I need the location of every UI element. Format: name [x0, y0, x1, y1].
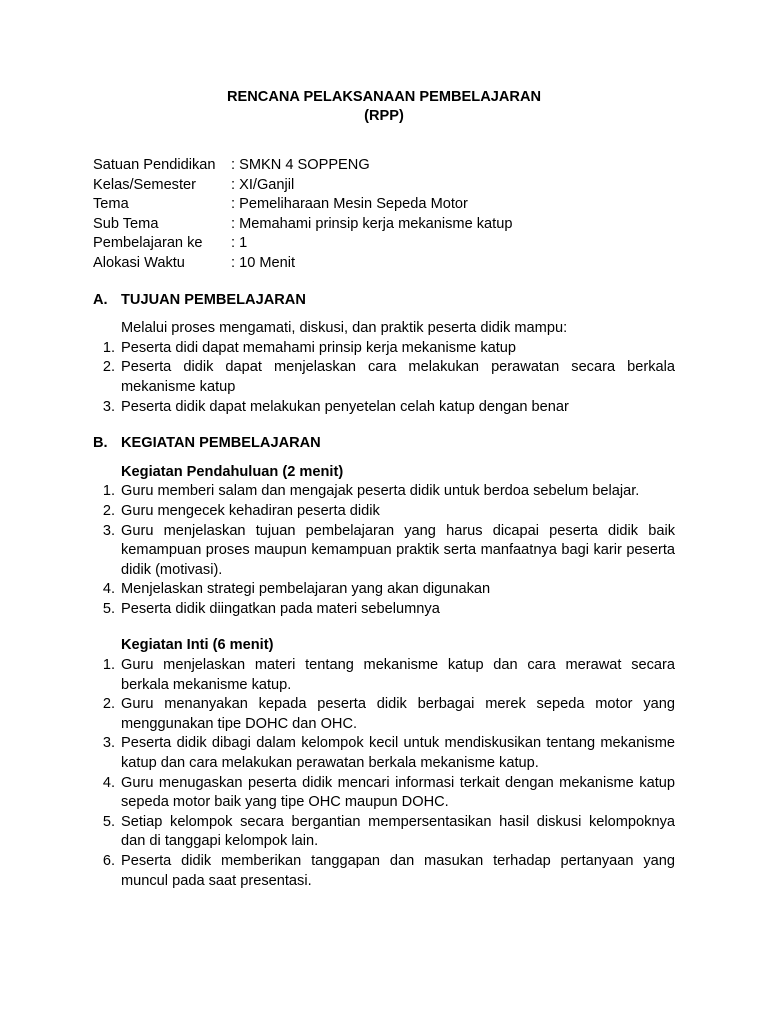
identity-row	[93, 156, 675, 176]
section-body	[102, 319, 675, 417]
list-text: Guru menanyakan kepada peserta didik berbagai merek sepeda motor yang menggunakan tipe DOHC dan OHC.	[121, 696, 675, 732]
section-letter: A.	[93, 291, 108, 308]
section-title: TUJUAN PEMBELAJARAN	[121, 291, 306, 308]
list-number: 3.	[102, 735, 115, 752]
list-number: 2.	[102, 359, 115, 376]
section-letter: B.	[93, 435, 108, 452]
list-item	[93, 580, 675, 600]
list-number: 3.	[102, 522, 115, 539]
list-text: Peserta didik dapat melakukan penyetelan celah katup dengan benar	[121, 398, 569, 415]
list-number: 1.	[102, 657, 115, 674]
list-item	[93, 522, 675, 581]
list-item	[93, 813, 675, 852]
identity-value: : Pemeliharaan Mesin Sepeda Motor	[231, 196, 468, 213]
list-number: 3.	[102, 398, 115, 415]
list-text: Setiap kelompok secara bergantian mempersentasikan hasil diskusi kelompoknya dan di tanggapi kelompok lain.	[121, 813, 675, 850]
identity-value: : Memahami prinsip kerja mekanisme katup	[231, 215, 513, 232]
list-item	[93, 695, 675, 734]
identity-row	[93, 195, 675, 215]
identity-label: Kelas/Semester	[93, 176, 197, 193]
list-text: Peserta didi dapat memahami prinsip kerja mekanisme katup	[121, 339, 517, 356]
identity-label: Tema	[93, 196, 129, 213]
title-line-2: (RPP)	[364, 108, 404, 124]
list-item	[93, 656, 675, 695]
identity-value: : XI/Ganjil	[231, 176, 295, 193]
list-item	[93, 398, 675, 418]
list-number: 6.	[102, 853, 115, 869]
inti-list	[102, 656, 675, 891]
identity-table	[93, 156, 675, 274]
list-text: Peserta didik memberikan tanggapan dan masukan terhadap pertanyaan yang muncul pada saat presentasi.	[121, 853, 675, 889]
identity-label: Sub Tema	[93, 215, 159, 232]
identity-row	[93, 234, 675, 254]
identity-label: Satuan Pendidikan	[93, 157, 216, 173]
list-item	[93, 734, 675, 773]
list-text: Guru memberi salam dan mengajak peserta didik untuk berdoa sebelum belajar.	[121, 483, 640, 500]
list-number: 5.	[102, 813, 115, 830]
section-intro: Melalui proses mengamati, diskusi, dan praktik peserta didik mampu:	[121, 320, 568, 337]
section-tujuan	[93, 291, 675, 418]
list-number: 2.	[102, 502, 115, 519]
list-text: Peserta didik dibagi dalam kelompok kecil untuk mendiskusikan tentang mekanisme katup dan cara melakukan perawatan berkala mekanisme katup.	[121, 735, 675, 772]
section-heading	[93, 291, 675, 311]
identity-value: : SMKN 4 SOPPENG	[231, 157, 370, 173]
list-text: Peserta didik dapat menjelaskan cara melakukan perawatan secara berkala mekanisme katup	[121, 359, 675, 395]
list-number: 4.	[102, 774, 115, 791]
list-item	[93, 774, 675, 813]
identity-row	[93, 254, 675, 274]
list-number: 2.	[102, 696, 115, 713]
identity-label: Pembelajaran ke	[93, 235, 203, 252]
section-heading	[93, 434, 675, 454]
identity-label: Alokasi Waktu	[93, 254, 185, 271]
list-number: 4.	[102, 581, 115, 598]
subheading-pendahuluan: Kegiatan Pendahuluan (2 menit)	[121, 463, 344, 480]
list-number: 1.	[102, 483, 115, 500]
list-text: Guru menugaskan peserta didik mencari informasi terkait dengan mekanisme katup sepeda motor baik yang tipe OHC maupun DOHC.	[121, 774, 675, 811]
list-number: 5.	[102, 600, 115, 617]
list-item	[93, 482, 675, 502]
pendahuluan-list	[102, 482, 675, 619]
list-text: Guru mengecek kehadiran peserta didik	[121, 502, 380, 519]
identity-row	[93, 215, 675, 235]
list-item	[93, 502, 675, 522]
identity-row	[93, 176, 675, 196]
list-item	[93, 358, 675, 397]
list-text: Guru menjelaskan materi tentang mekanisme katup dan cara merawat secara berkala mekanisme katup.	[121, 657, 675, 693]
section-kegiatan	[93, 434, 675, 891]
list-text: Peserta didik diingatkan pada materi sebelumnya	[121, 600, 440, 617]
section-title: KEGIATAN PEMBELAJARAN	[121, 435, 321, 452]
list-item	[93, 852, 675, 891]
identity-value: : 10 Menit	[231, 254, 296, 271]
identity-value: : 1	[231, 235, 248, 252]
section-body	[102, 463, 675, 891]
list-item	[93, 339, 675, 359]
title-line-1: RENCANA PELAKSANAAN PEMBELAJARAN	[226, 89, 542, 105]
subheading-inti: Kegiatan Inti (6 menit)	[121, 637, 274, 654]
document-title	[93, 88, 675, 126]
tujuan-list	[102, 339, 675, 417]
list-number: 1.	[102, 339, 115, 356]
list-text: Menjelaskan strategi pembelajaran yang akan digunakan	[121, 581, 491, 598]
list-text: Guru menjelaskan tujuan pembelajaran yang harus dicapai peserta didik baik kemampuan proses maupun kemampuan praktik serta manfaatnya bagi karir peserta didik (motivasi).	[121, 522, 675, 578]
list-item	[93, 600, 675, 620]
